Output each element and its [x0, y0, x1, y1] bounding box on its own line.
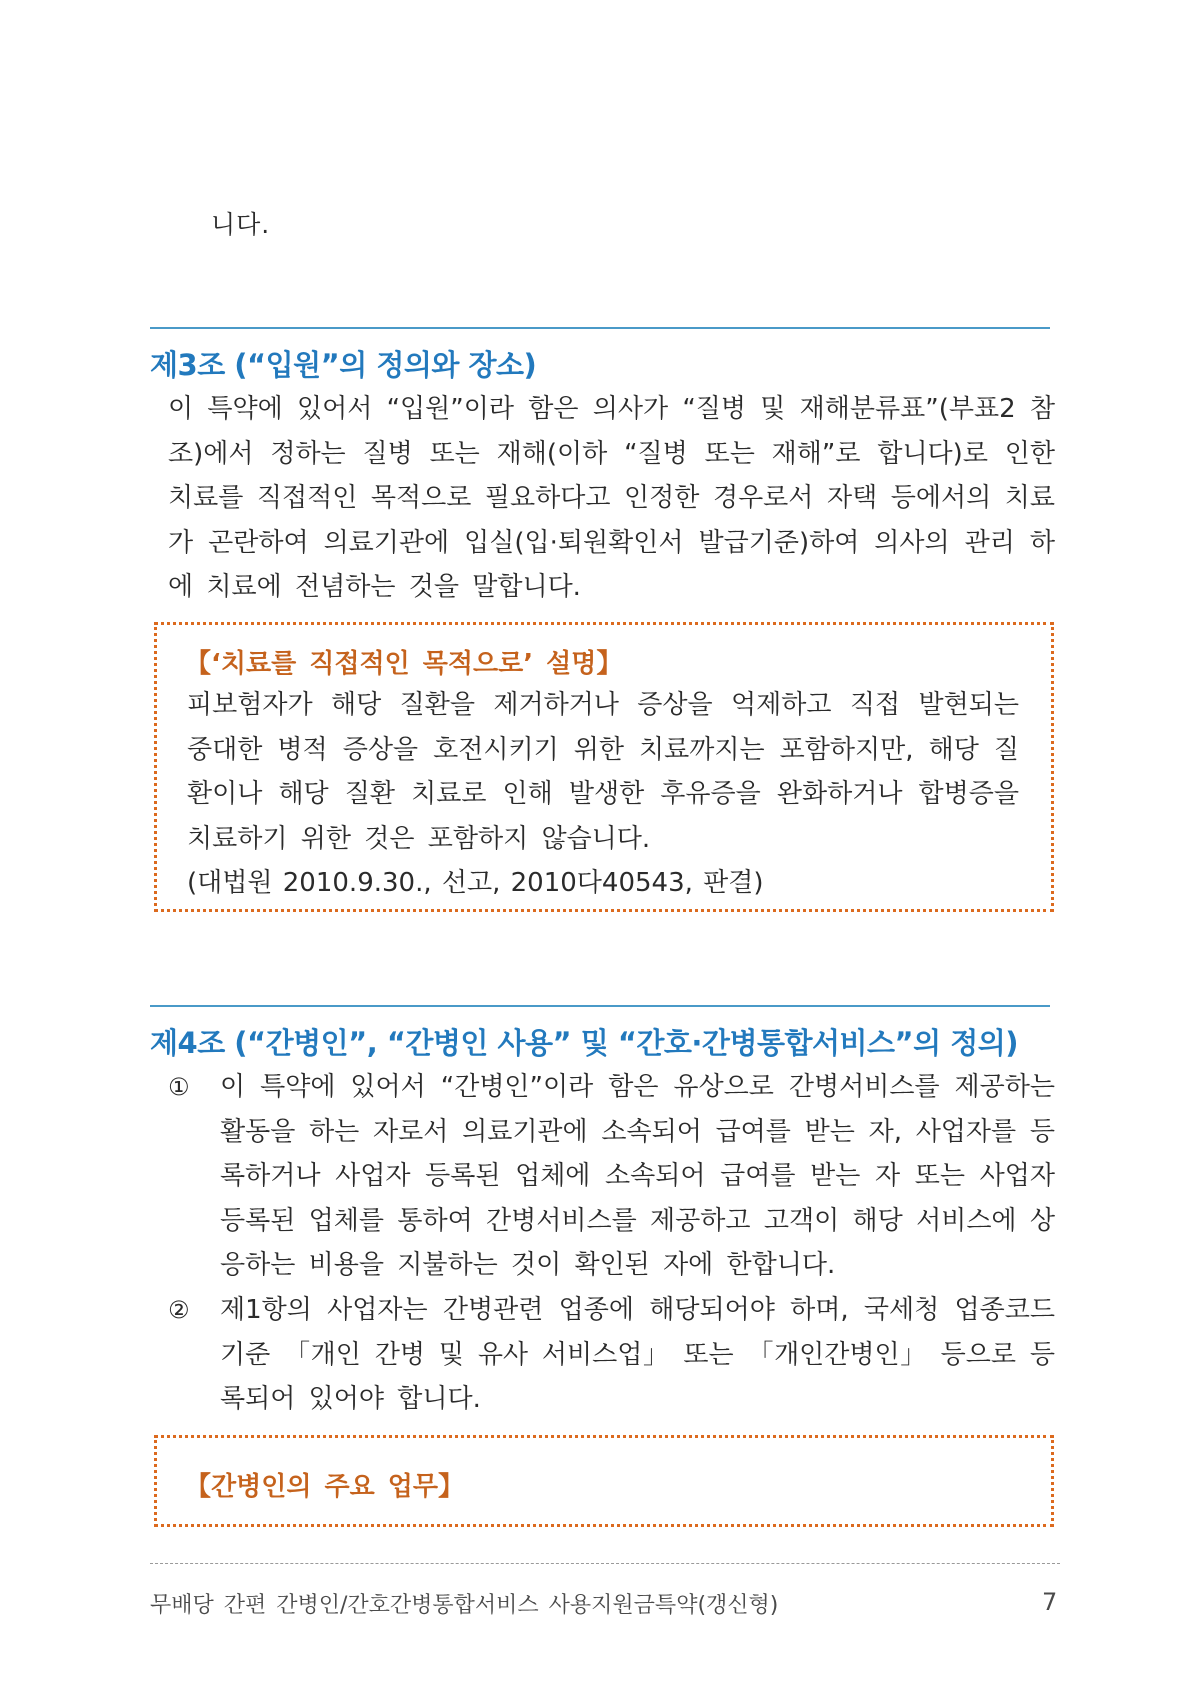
footer-divider — [150, 1563, 1060, 1564]
article3-title: 제3조 (“입원”의 정의와 장소) — [150, 348, 537, 382]
continuation-text: 니다. — [211, 210, 271, 239]
article4-items — [168, 1065, 1055, 1422]
article3-note-citation: (대법원 2010.9.30., 선고, 2010다40543, 판결) — [187, 868, 764, 898]
article4-item-2 — [168, 1288, 1055, 1422]
article4-note-title: 【간병인의 주요 업무】 — [185, 1472, 465, 1502]
item-number: ② — [168, 1295, 190, 1324]
article4-divider — [150, 1005, 1050, 1007]
article4-title: 제4조 (“간병인”, “간병인 사용” 및 “간호·간병통합서비스”의 정의) — [150, 1026, 1018, 1060]
article3-note-box — [154, 622, 1054, 912]
article3-body: 이 특약에 있어서 “입원”이라 함은 의사가 “질병 및 재해분류표”(부표2 참조)에서 정하는 질병 또는 재해(이하 “질병 또는 재해”로 합니다)로 인한 치료를 직접적인 목적으로 필요하다고 인정한 경우로서 자택 등에서의 치료가 곤란하여 의료기관에 입실(입·퇴원확인서 발급기준)하여 의사의 관리 하에 치료에 전념하는 것을 말합니다. — [168, 394, 1055, 603]
item-number: ① — [168, 1073, 190, 1101]
footer-title: 무배당 간편 간병인/간호간병통합서비스 사용지원금특약(갱신형) — [150, 1593, 779, 1618]
article4-note-box — [154, 1435, 1054, 1527]
article3-note-body: 피보험자가 해당 질환을 제거하거나 증상을 억제하고 직접 발현되는 중대한 병적 증상을 호전시키기 위한 치료까지는 포함하지만, 해당 질환이나 해당 질환 치료로 인해 발생한 후유증을 완화하거나 합병증을 치료하기 위한 것은 포함하지 않습니다. — [187, 690, 1019, 854]
article4-item-1 — [168, 1065, 1055, 1288]
page-number: 7 — [1042, 1588, 1058, 1616]
article3-note-title: 【‘치료를 직접적인 목적으로’ 설명】 — [185, 649, 623, 679]
item-text: 제1항의 사업자는 간병관련 업종에 해당되어야 하며, 국세청 업종코드 기준 「개인 간병 및 유사 서비스업」 또는 「개인간병인」 등으로 등록되어 있어야 합니다. — [220, 1294, 1055, 1415]
article3-divider — [150, 327, 1050, 329]
item-text: 이 특약에 있어서 “간병인”이라 함은 유상으로 간병서비스를 제공하는 활동을 하는 자로서 의료기관에 소속되어 급여를 받는 자, 사업자를 등록하거나 사업자 등록된 업체에 소속되어 급여를 받는 자 또는 사업자 등록된 업체를 통하여 간병서비스를 제공하고 고객이 해당 서비스에 상응하는 비용을 지불하는 것이 확인된 자에 한합니다. — [220, 1072, 1055, 1281]
